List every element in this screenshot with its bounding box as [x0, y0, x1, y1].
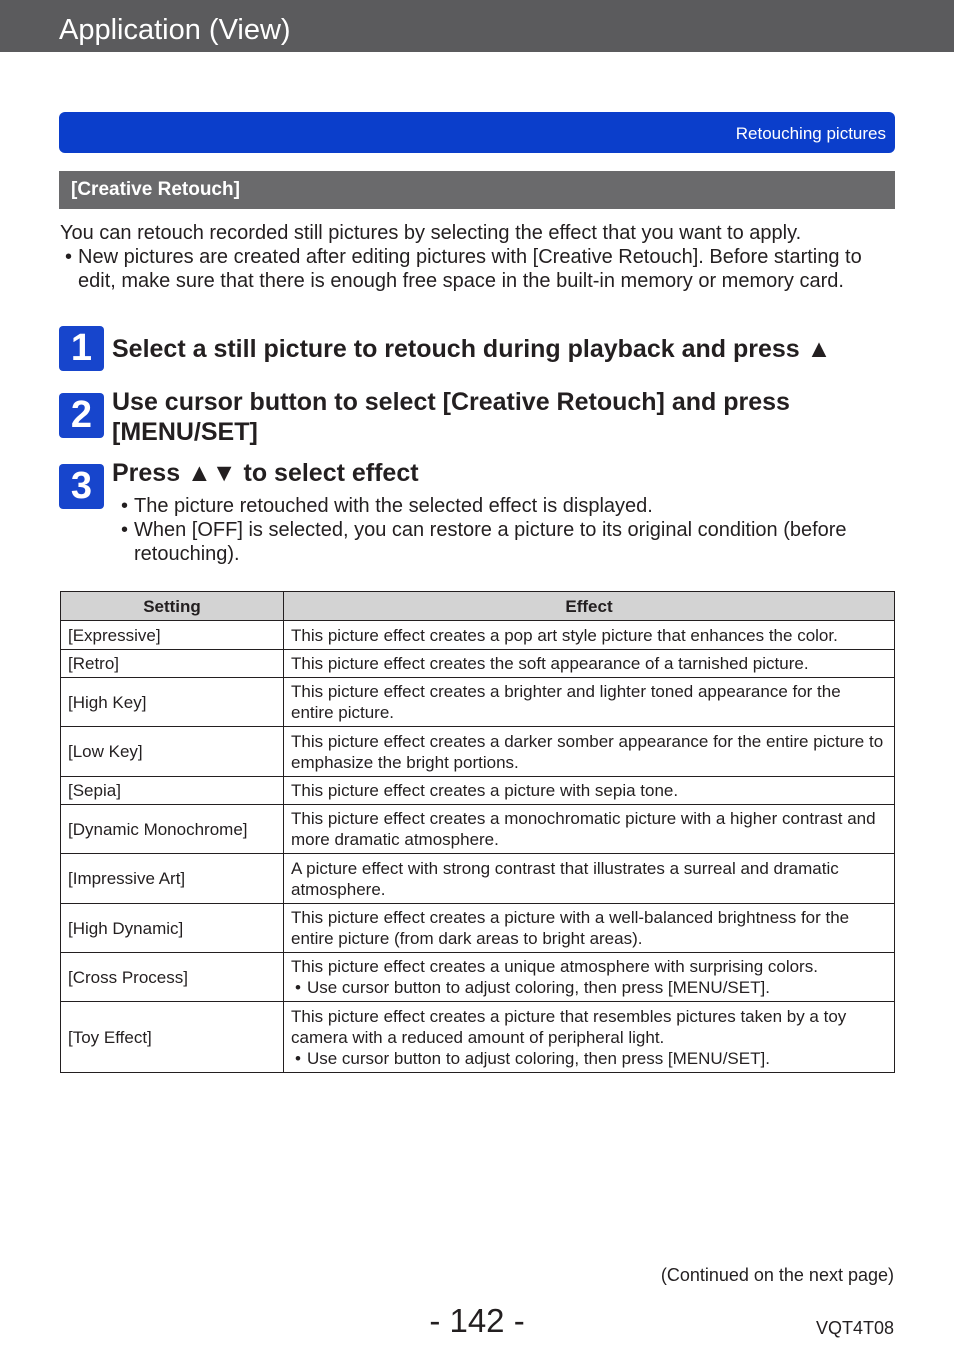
table-row: [61, 805, 895, 854]
effects-table: [60, 591, 895, 1073]
step-number-badge: 2: [59, 393, 104, 438]
effect-cell: [284, 953, 895, 1002]
table-row: [61, 777, 895, 805]
setting-cell: [Low Key]: [61, 727, 284, 777]
step-heading: Select a still picture to retouch during playback and press ▲: [112, 335, 832, 363]
step-number-badge: 1: [59, 326, 104, 371]
table-row: [61, 621, 895, 650]
table-row: [61, 953, 895, 1002]
setting-cell: [Dynamic Monochrome]: [61, 805, 284, 854]
section-header: [59, 171, 895, 209]
breadcrumb-band: [59, 112, 895, 153]
intro-text: You can retouch recorded still pictures by selecting the effect that you want to apply.: [60, 222, 802, 244]
setting-cell: [Cross Process]: [61, 953, 284, 1002]
setting-cell: [Expressive]: [61, 621, 284, 650]
table-header-row: [61, 592, 895, 621]
table-row: [61, 678, 895, 727]
effect-cell: This picture effect creates a pop art style picture that enhances the color.: [284, 621, 895, 650]
breadcrumb: Retouching pictures: [735, 124, 886, 143]
page-header-title: Application (View): [59, 14, 291, 46]
header-bar: [0, 0, 954, 52]
effect-cell: This picture effect creates a picture with sepia tone.: [284, 777, 895, 805]
effect-cell: This picture effect creates the soft appearance of a tarnished picture.: [284, 650, 895, 678]
step-number-badge: 3: [59, 464, 104, 509]
page-number: - 142 -: [429, 1302, 525, 1339]
intro-bullet: • New pictures are created after editing pictures with [Creative Retouch]. Before starting to edit, make sure that there is enough free space in the built-in memory or memory card.: [60, 245, 896, 293]
effect-cell: A picture effect with strong contrast that illustrates a surreal and dramatic atmosphere.: [284, 854, 895, 904]
effect-text: This picture effect creates a unique atmosphere with surprising colors.: [291, 957, 818, 976]
effect-cell: This picture effect creates a monochromatic picture with a higher contrast and more dramatic atmosphere.: [284, 805, 895, 854]
setting-cell: [Impressive Art]: [61, 854, 284, 904]
table-row: [61, 854, 895, 904]
step-note: • When [OFF] is selected, you can restore a picture to its original condition (before retouching).: [116, 518, 896, 566]
setting-cell: [High Dynamic]: [61, 904, 284, 953]
table-row: [61, 727, 895, 777]
setting-cell: [Sepia]: [61, 777, 284, 805]
step-notes: [116, 494, 896, 566]
column-header-setting: Setting: [61, 592, 284, 621]
effect-cell: [284, 1002, 895, 1073]
step-note: • The picture retouched with the selected effect is displayed.: [116, 494, 896, 518]
setting-cell: [High Key]: [61, 678, 284, 727]
intro-block: [60, 221, 896, 293]
table-row: [61, 1002, 895, 1073]
effect-text: This picture effect creates a picture that resembles pictures taken by a toy camera with a reduced amount of peripheral light.: [291, 1006, 847, 1047]
section-title: [Creative Retouch]: [71, 179, 240, 200]
step-heading: Press ▲▼ to select effect: [112, 459, 419, 487]
continued-note: (Continued on the next page): [660, 1265, 894, 1285]
document-code: VQT4T08: [815, 1318, 894, 1338]
column-header-effect: Effect: [284, 592, 895, 621]
table-row: [61, 650, 895, 678]
setting-cell: [Retro]: [61, 650, 284, 678]
effect-note: • Use cursor button to adjust coloring, then press [MENU/SET].: [291, 977, 887, 998]
table-row: [61, 904, 895, 953]
effect-cell: This picture effect creates a brighter and lighter toned appearance for the entire picture.: [284, 678, 895, 727]
step-heading: Use cursor button to select [Creative Retouch] and press [MENU/SET]: [112, 388, 790, 446]
setting-cell: [Toy Effect]: [61, 1002, 284, 1073]
effect-note: • Use cursor button to adjust coloring, then press [MENU/SET].: [291, 1048, 887, 1069]
effect-cell: This picture effect creates a picture with a well-balanced brightness for the entire picture (from dark areas to bright areas).: [284, 904, 895, 953]
effect-cell: This picture effect creates a darker somber appearance for the entire picture to emphasize the bright portions.: [284, 727, 895, 777]
